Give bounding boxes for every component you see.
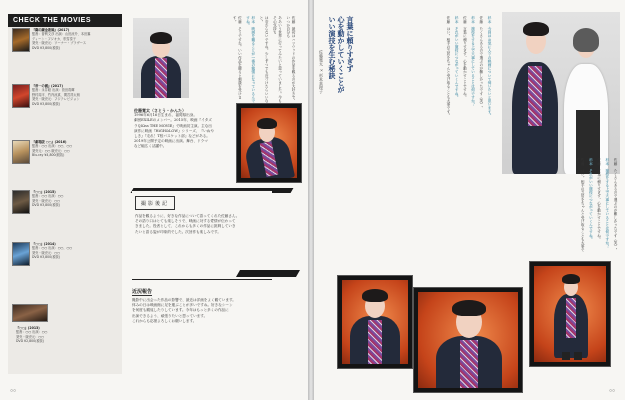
movie-credit: 発売・販売元：○○ [16,334,44,339]
movie-title: 『○○』(2015) [32,190,56,194]
interview-line: 佐藤 最初はハリウッドの作品を観るのが大好きで、いつか自分も [286,16,296,103]
interview-line: 佐藤 そうですね。いい作品を観ると刺激を受けます。 [233,16,243,99]
movie-credit: 発売元：○○ 販売元：○○ [32,148,70,153]
duo-photo [502,12,620,174]
article-byline: 佐藤寛太 × 杉本真理子 [319,50,324,94]
movie-credit: 発売・販売元：○○ [32,250,60,255]
interview-line: は変わらないですね。少しずつでも近づけたらいいなと。 [259,16,270,103]
movie-credit: 監督：曽利文彦 出演：山田涼介、本田翼 [32,32,91,37]
latest-text [132,298,296,324]
profile-name: 佐藤寛太（さとう・かんた） [134,108,186,113]
movie-credit: 監督：○○ 出演：○○ [32,194,64,199]
movie-poster [12,84,30,108]
interview-line: 杉本 それがいい演技につながっていくんですね。 [589,158,594,241]
interview-line: 佐藤 はい。相手の芝居をちゃんと受け取ることも大事です。 [446,16,451,117]
portrait-photo [133,18,189,98]
decor-bar [236,270,300,277]
afterword-line: たいと語る姿が印象的でした。次回作も楽しみです。 [135,229,221,234]
film-frame-photo [237,104,301,182]
movie-entry [12,28,120,80]
sidebar-title: CHECK THE MOVIES [8,14,122,27]
movie-title: 『○○』(2014) [32,242,56,246]
interview-line: 杉本 演技をする上で大事にしていることは何ですか？ [471,16,476,106]
movies-sidebar [8,14,122,374]
latest-line: 休みの日は映画館に足を運ぶことが多いですね。好きなシーン [132,303,233,308]
interview-text [196,16,296,104]
movie-price: DVD ¥2,800(税抜) [16,339,45,344]
movie-credit: 発売・販売元：フジテレビジョン [32,97,80,102]
afterword-line: 作品を観るように、好きな作品について語ってくれた佐藤さん。 [135,214,240,218]
interview-line: 杉本 映画を観ることが一番の勉強になっているんですね。 [246,16,256,103]
movie-price: DVD ¥3,800(税抜) [32,203,61,208]
afterword-line: その語り口はとても楽しそうで、映画に対する愛情が伝わって [135,219,236,224]
left-page [0,0,308,400]
profile-block [134,108,232,150]
profile-line: など幅広く活躍中。 [134,144,167,149]
interview-line: 杉本 それがいい演技につながっていくんですね。 [455,16,460,99]
movie-credit: 発売・販売元：ワーナー・ブラザース [32,41,87,46]
movie-credit: 監督：永井聡 出演：菅田将暉 [32,88,75,93]
page-number: ○○ [10,388,17,394]
film-frame-photo [338,276,412,368]
movie-poster [12,28,30,52]
movie-price: Blu-ray ¥4,800(税抜) [32,153,65,158]
afterword-text [135,214,269,235]
interview-line: 佐藤 はい。相手の芝居をちゃんと受け取ることも大事です。 [575,158,586,252]
movie-entry [12,190,120,242]
interview-line: 佐藤 言葉に頼りすぎず、心を動かすことですね。 [463,16,468,99]
profile-line: 劇団EXILEのメンバー。2015年、映画『イタズ [134,118,212,123]
interview-text-lower [328,158,618,254]
profile-line: 演作に映画『HiGH&LOW』シリーズ、『いぬや [134,128,214,133]
movie-price: DVD ¥3,800(税抜) [32,45,61,50]
latest-line: 撮影中に出会った作品の影響で、最近は洋画をよく観ています。 [132,298,236,302]
latest-label: 近況報告 [132,289,153,295]
movie-poster [12,242,30,266]
afterword-line: きました。役者として、これからも多くの作品に挑戦していき [135,224,236,229]
movie-poster [12,190,30,214]
movie-entry [12,242,120,294]
profile-line: しき』『走れ！T校バスケット部』などがある。 [134,134,210,139]
movie-price: DVD ¥3,800(税抜) [32,101,61,106]
interview-line: 佐藤 たくさんあるので選ぶのが難しかったです（笑）。 [479,16,484,110]
movie-poster [12,304,48,322]
latest-line: 出演できるよう、頑張りたいと思っています。 [132,313,208,318]
movie-credit: 野村周平、竹内涼真、間宮祥太朗 [32,92,80,97]
latest-line: を何度も観返したりしています。今年はもっと多くの作品に [132,308,229,313]
interview-line: 杉本 今回はお気に入りの映画について伺いたいと思います。 [488,16,492,117]
interview-line: 杉本 演技をする上で大事にしていることは何ですか？ [605,158,610,248]
interview-line: ああいう世界に行ってみたいと思っていました。今もその気持ち [273,16,283,103]
article-headline [328,16,355,116]
movie-poster [12,140,30,164]
movie-price: DVD ¥3,800(税抜) [32,255,61,260]
movie-credit: 監督：○○ 出演：○○ [16,330,48,335]
interview-line: 佐藤 言葉に頼りすぎず、心を動かすことですね。 [597,158,602,241]
movie-credit: 監督：○○ 出演：○○、○○ [32,144,73,149]
movie-credit: ディーン・フジオカ、松雪泰子 [32,36,76,41]
movie-title: 『帝一の國』(2017) [32,84,63,88]
headline-line: いい演技を生む秘訣 [328,16,337,79]
movie-credit: 発売・販売元：○○ [32,198,60,203]
movie-entry [12,140,120,192]
afterword-label: 撮影後記 [135,196,175,210]
film-frame-photo [530,262,610,366]
profile-line: 2019年公開予定の映画に出演。舞台、ドラマ [134,139,208,144]
movie-title: 『鋼の錬金術師』(2017) [32,28,70,32]
headline-line: 心を動かしていくことが [337,16,346,93]
movie-entry [12,84,120,136]
film-frame-photo [414,288,522,392]
headline-line: 言葉に頼りすぎず [346,16,355,72]
profile-line: 1996年6月16日生まれ、福岡県出身。 [134,113,197,118]
movie-entry [12,304,120,356]
profile-line: ラなKiss THE MOVIE』で映画初主演。主な出 [134,123,212,128]
latest-line: これからも応援よろしくお願いします。 [132,318,197,323]
interview-line: 佐藤 たくさんあるので選ぶのが難しかったです（笑）。 [614,158,618,252]
page-number: ○○ [608,388,615,394]
movie-title: 『劇場版 ○○』(2016) [32,140,67,144]
interview-text [362,16,492,156]
movie-credit: 監督：○○ 出演：○○、○○ [32,246,73,251]
movie-title: 『○○』(2013) [16,326,40,330]
